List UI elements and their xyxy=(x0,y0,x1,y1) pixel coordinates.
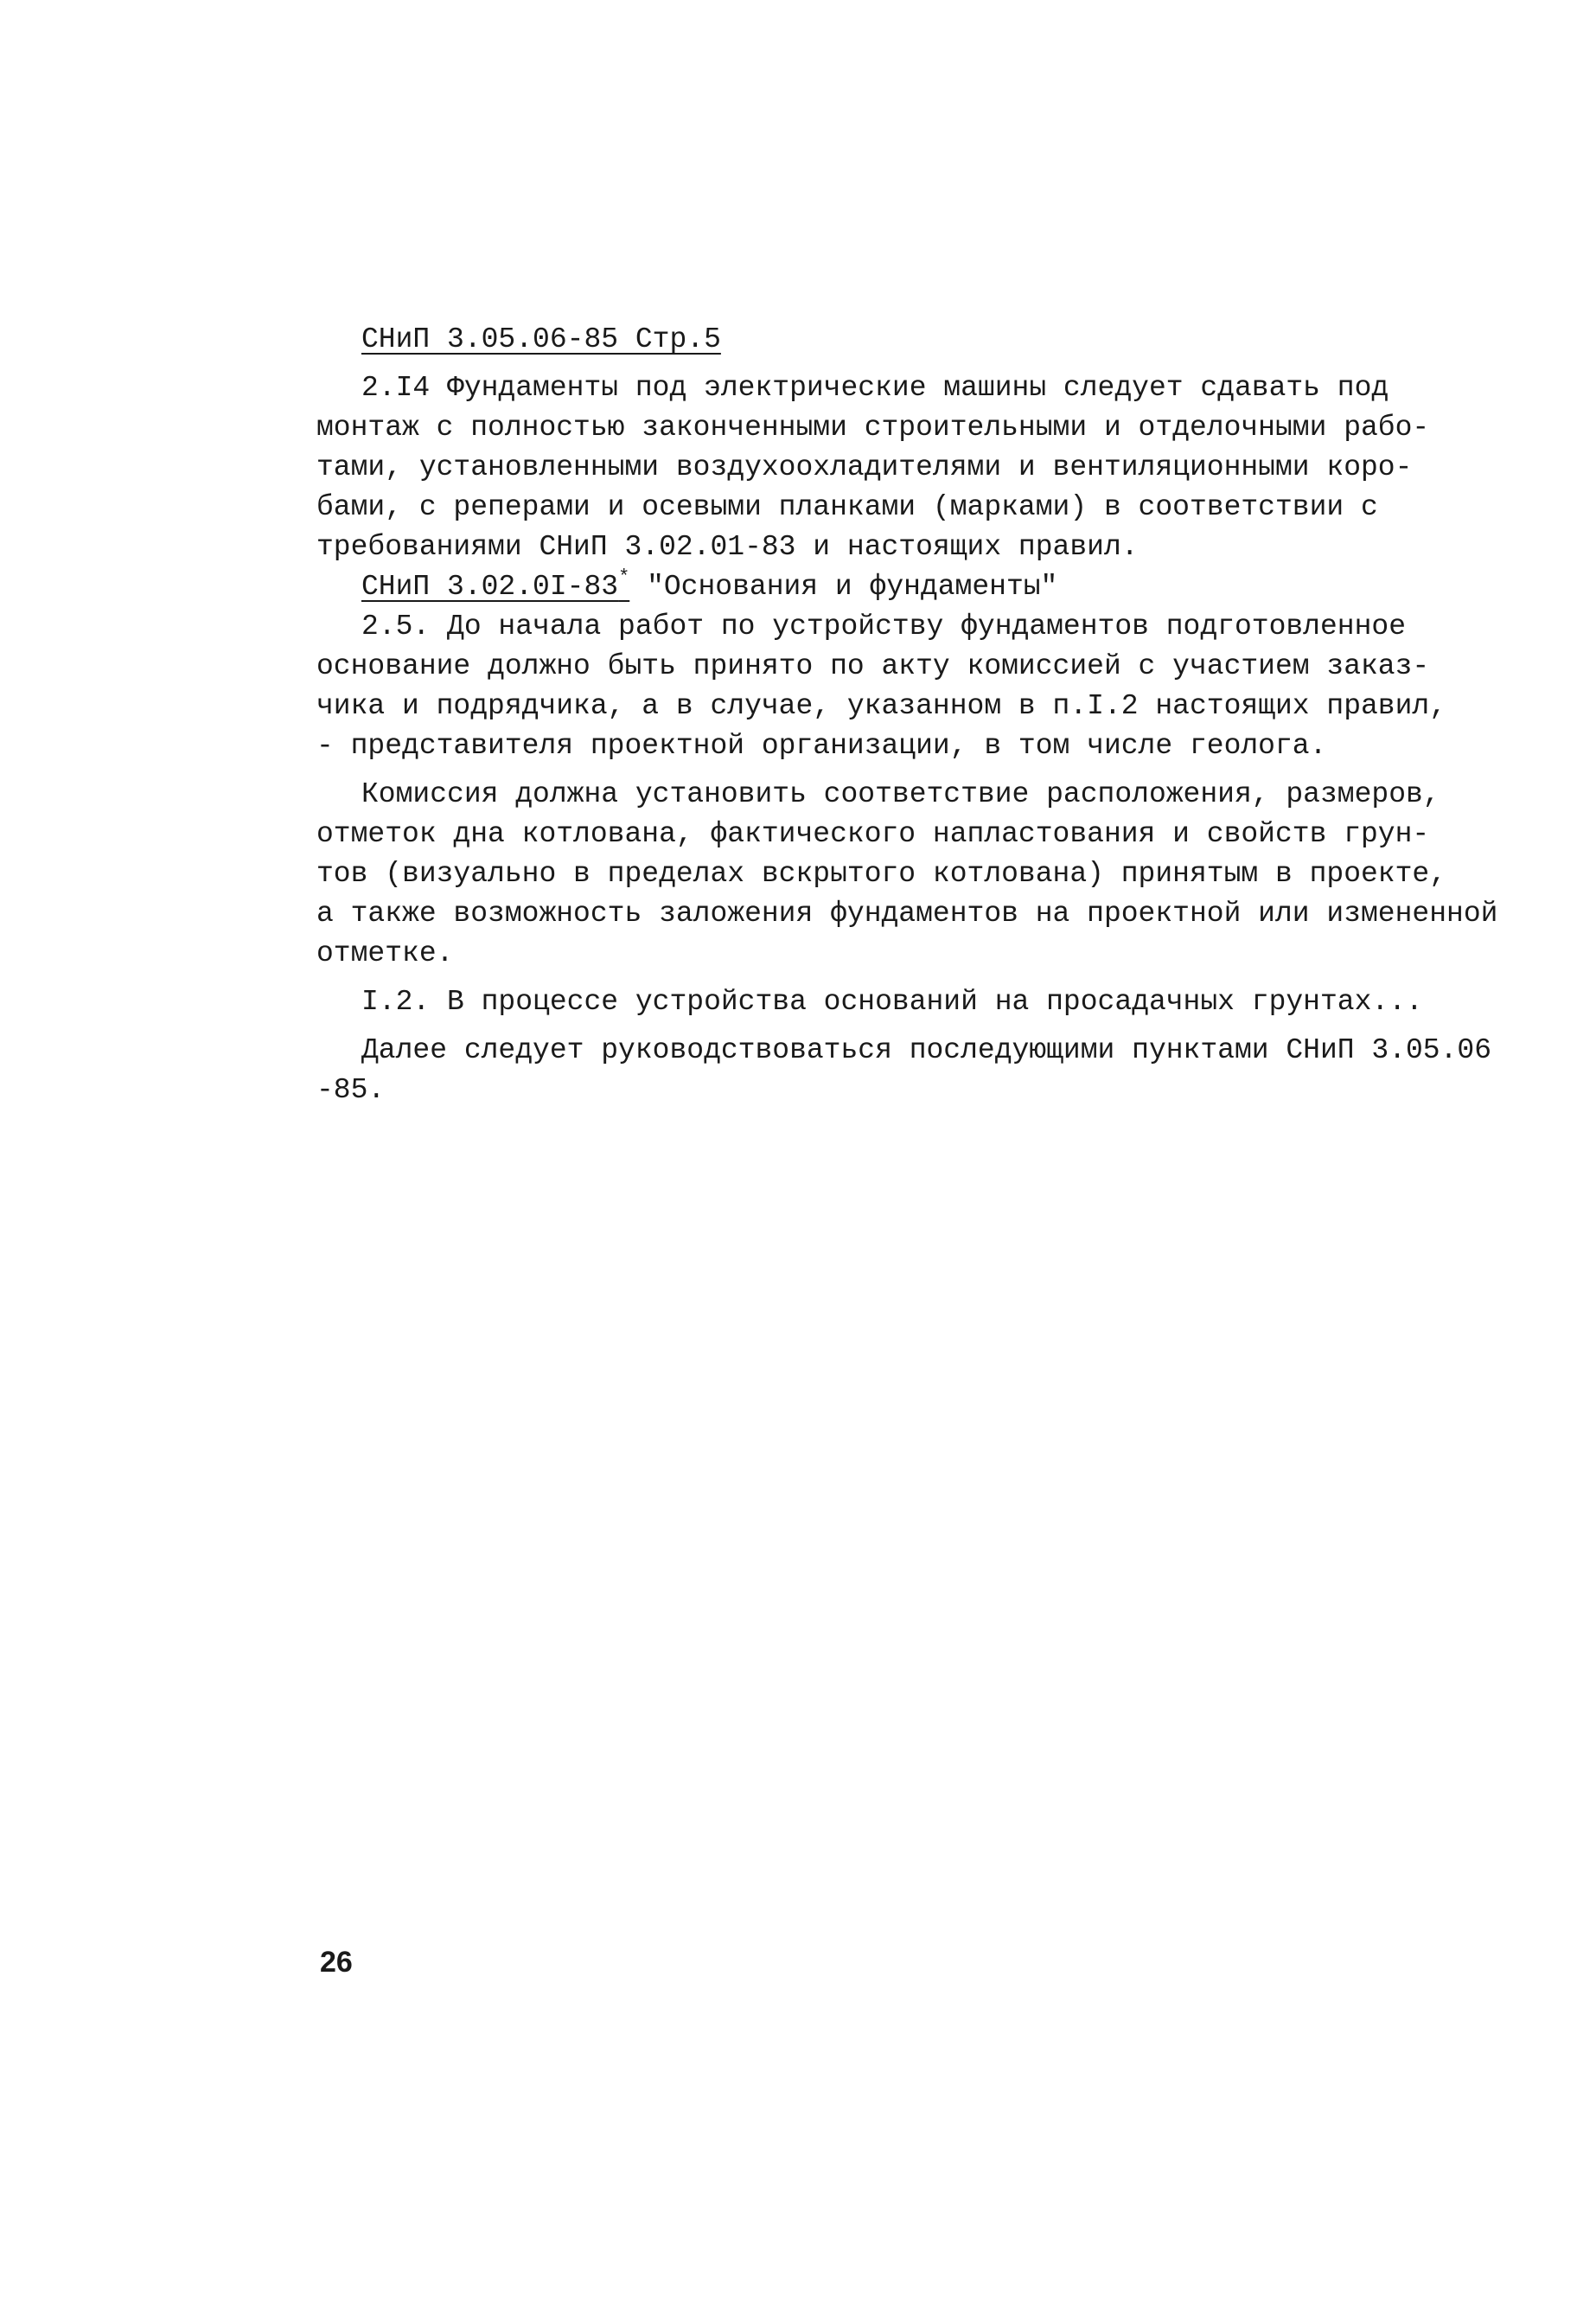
asterisk-mark: * xyxy=(618,566,630,588)
document-body xyxy=(316,320,1498,1110)
paragraph-2-14-line-2: монтаж с полностью законченными строительными и отделочными рабо- xyxy=(316,412,1430,444)
paragraph-2-14-line-5: требованиями СНиП 3.02.01-83 и настоящих правил. xyxy=(316,531,1139,563)
page-number: 26 xyxy=(320,1946,353,1979)
paragraph-2-5-line-2: основание должно быть принято по акту комиссией с участием заказ- xyxy=(316,650,1430,682)
paragraph-2-14-line-3: тами, установленными воздухоохладителями и вентиляционными коро- xyxy=(316,451,1413,483)
paragraph-further-line-1: Далее следует руководствоваться последующими пунктами СНиП 3.05.06 xyxy=(361,1034,1492,1066)
paragraph-commission-line-4: а также возможность заложения фундаментов на проектной или измененной xyxy=(316,898,1498,930)
paragraph-commission-line-5: отметке. xyxy=(316,937,454,969)
paragraph-commission-line-3: тов (визуально в пределах вскрытого котлована) принятым в проекте, xyxy=(316,858,1447,890)
paragraph-further-line-2: -85. xyxy=(316,1074,386,1106)
paragraph-2-14-line-1: 2.I4 Фундаменты под электрические машины следует сдавать под xyxy=(361,372,1389,404)
section-reference xyxy=(316,320,1440,360)
paragraph-2-5-line-4: - представителя проектной организации, в том числе геолога. xyxy=(316,730,1327,762)
paragraph-2-5-line-3: чика и подрядчика, а в случае, указанном в п.I.2 настоящих правил, xyxy=(316,690,1447,722)
snip-3-02-01-title: "Основания и фундаменты" xyxy=(647,571,1058,603)
paragraph-1-2: I.2. В процессе устройства оснований на просадачных грунтах... xyxy=(361,986,1423,1018)
snip-3-02-01-heading xyxy=(316,567,1440,607)
snip-3-02-01-code: СНиП 3.02.0I-83 xyxy=(361,571,619,603)
paragraph-commission-line-1: Комиссия должна установить соответствие расположения, размеров, xyxy=(361,778,1440,810)
snip-3-02-01-reference xyxy=(361,566,630,603)
snip-3-05-06-reference: СНиП 3.05.06-85 Стр.5 xyxy=(361,323,721,355)
paragraph-2-5-line-1: 2.5. До начала работ по устройству фундаментов подготовленное xyxy=(361,611,1406,643)
paragraph-2-14-line-4: бами, с реперами и осевыми планками (марками) в соответствии с xyxy=(316,491,1378,523)
paragraph-commission-line-2: отметок дна котлована, фактического напластования и свойств грун- xyxy=(316,818,1430,850)
